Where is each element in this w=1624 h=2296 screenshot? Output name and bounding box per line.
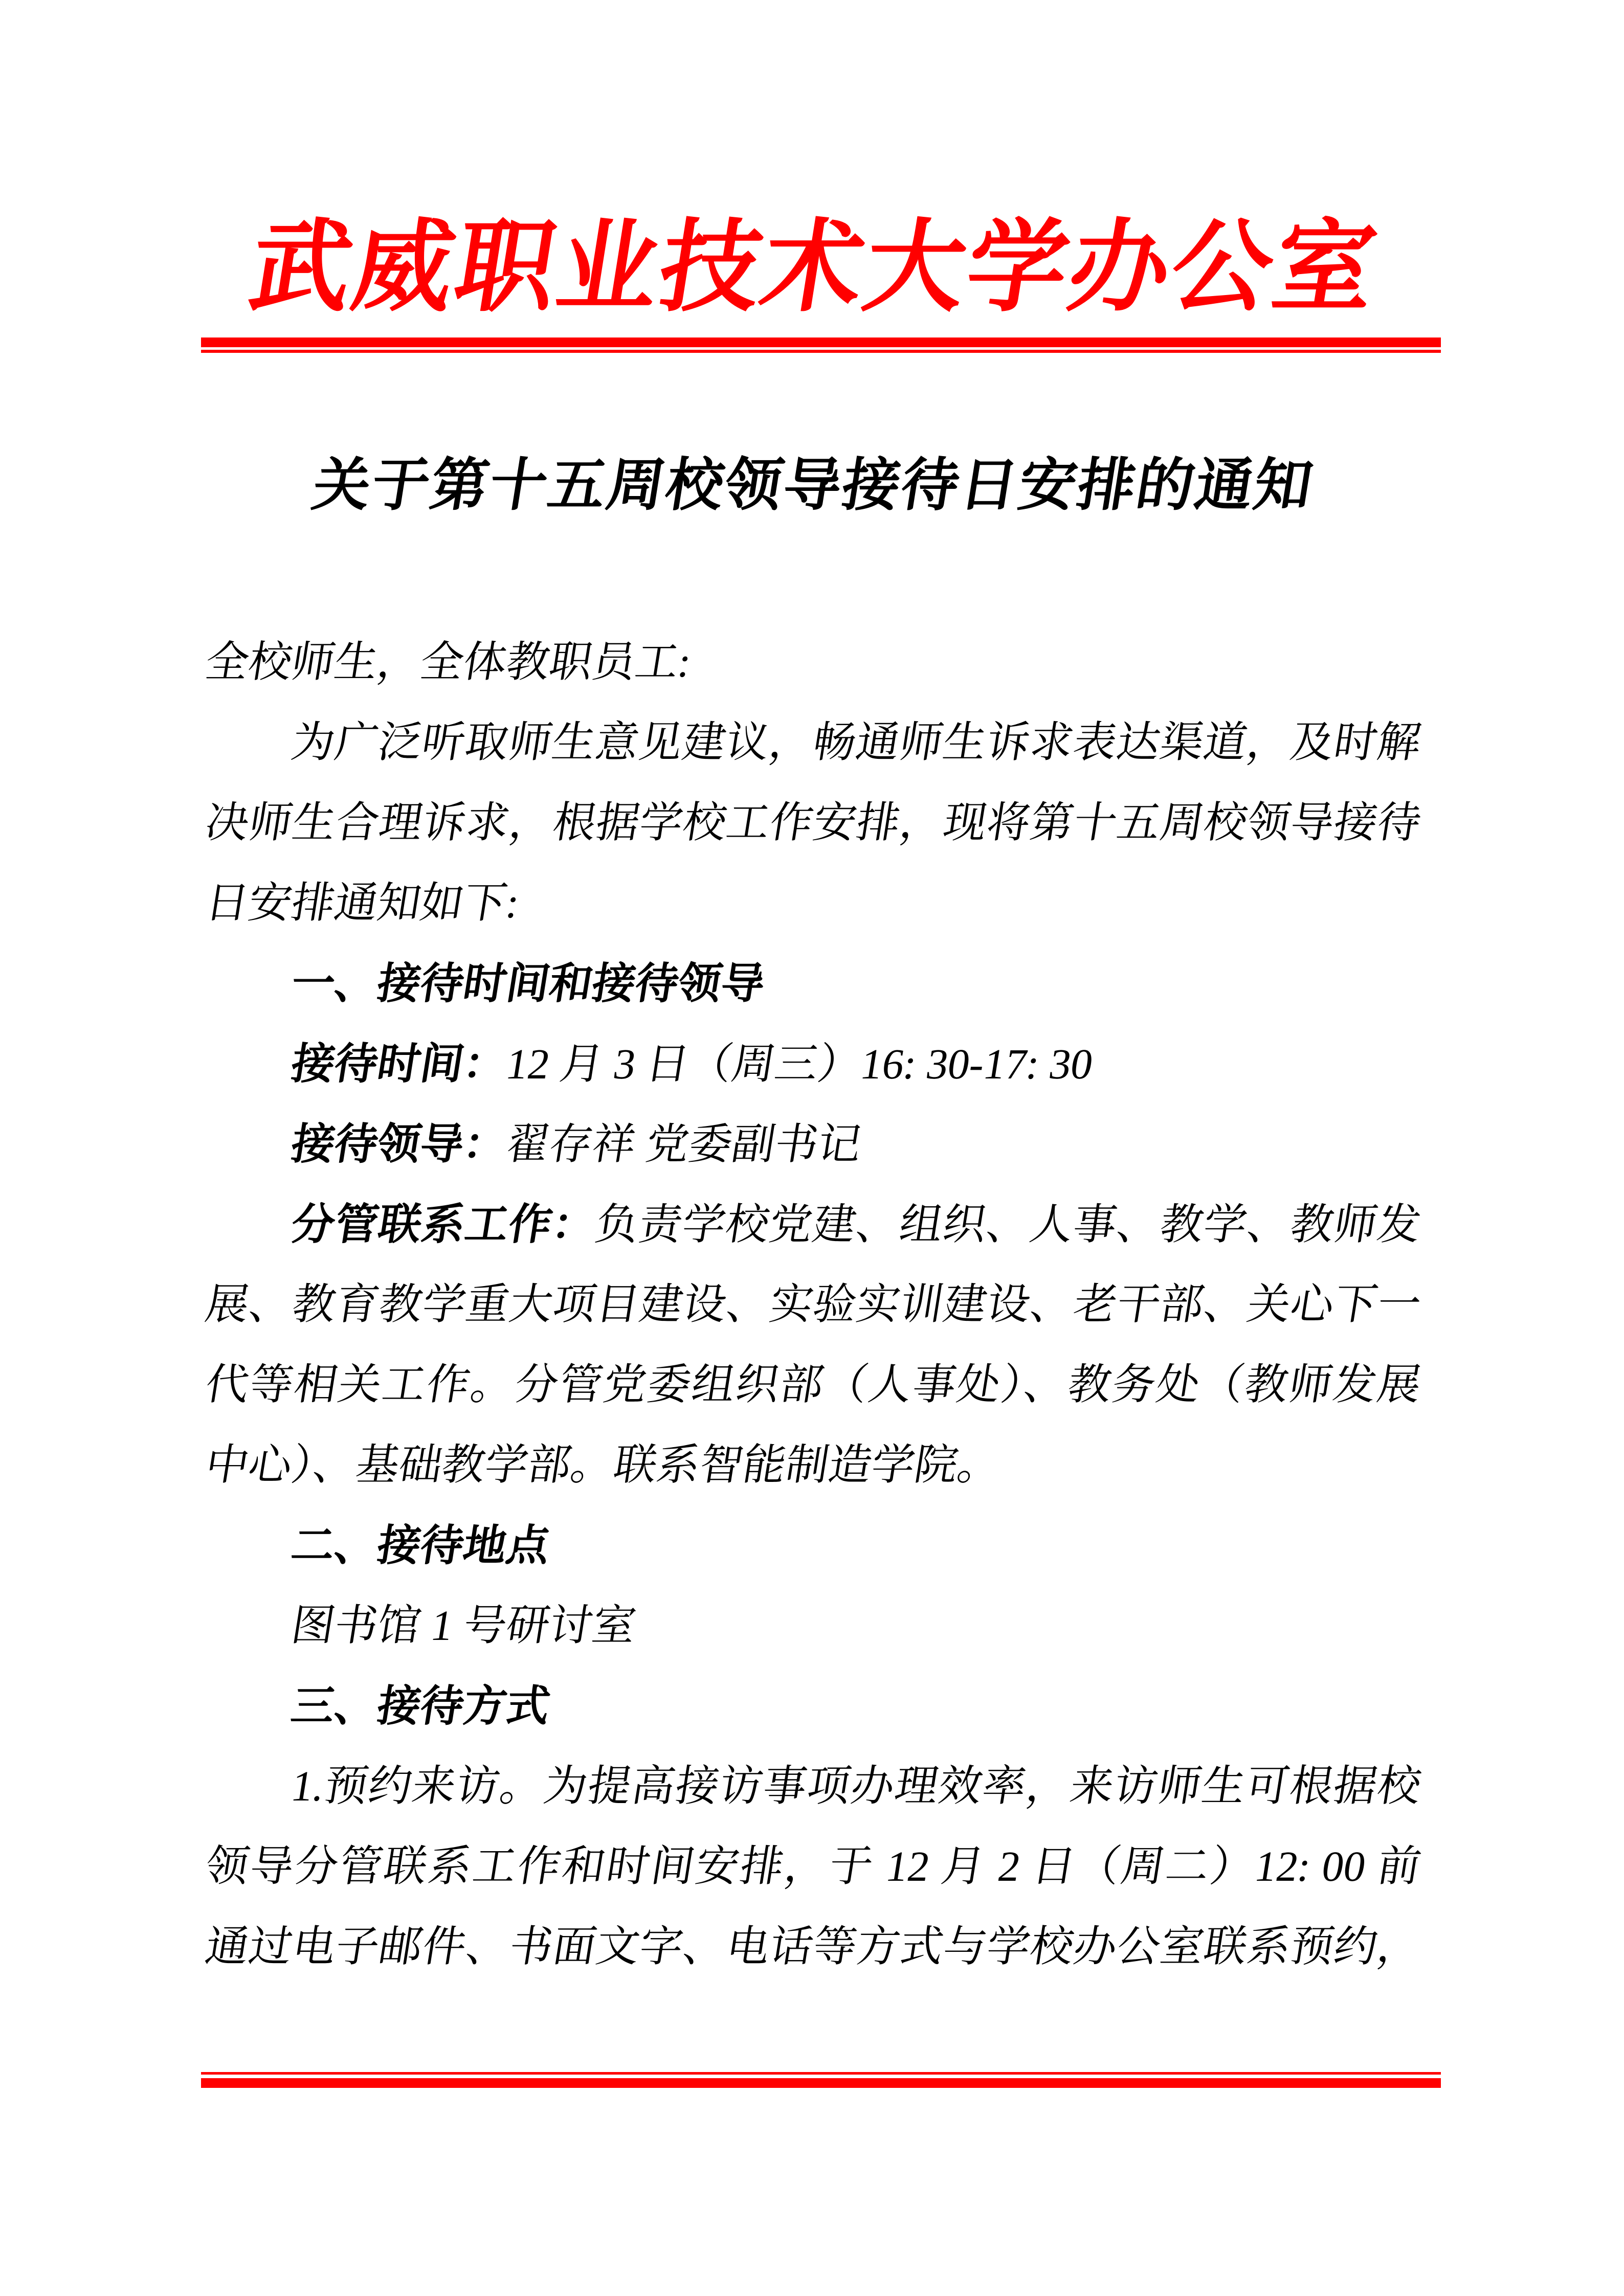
labeled-line-reception-time	[199, 1024, 1427, 1104]
bottom-separator-thick-line	[201, 2078, 1441, 2088]
body-line: 展、教育教学重大项目建设、实验实训建设、老干部、关心下一	[202, 1281, 1425, 1329]
org-header-title: 武威职业技术大学办公室	[242, 213, 1386, 324]
salutation-line: 全校师生，全体教职员工:	[202, 639, 695, 686]
line-text: 翟存祥 党委副书记	[502, 1121, 865, 1168]
line-label: 接待领导：	[288, 1120, 511, 1168]
section-heading-1: 一、接待时间和接待领导	[288, 959, 769, 1007]
body-line: 1.预约来访。为提高接访事项办理效率，来访师生可根据校	[288, 1763, 1425, 1810]
line-label: 分管联系工作：	[288, 1200, 600, 1248]
body-line: 日安排通知如下:	[202, 880, 523, 927]
labeled-line-reception-leader	[199, 1104, 1427, 1184]
body-line: 通过电子邮件、书面文字、电话等方式与学校办公室联系预约，	[202, 1923, 1425, 1971]
body-line: 图书馆 1 号研讨室	[288, 1602, 639, 1650]
labeled-line-duties	[199, 1184, 1427, 1265]
section-heading-2: 二、接待地点	[288, 1521, 554, 1569]
body-line: 领导分管联系工作和时间安排，于 12 月 2 日（周二）12: 00 前	[202, 1843, 1425, 1890]
section-heading-3: 三、接待方式	[288, 1682, 554, 1730]
line-label: 接待时间：	[288, 1040, 511, 1088]
line-text: 负责学校党建、组织、人事、教学、教师发	[592, 1201, 1425, 1249]
body-line: 代等相关工作。分管党委组织部（人事处）、教务处（教师发展	[202, 1361, 1425, 1409]
line-text: 12 月 3 日（周三）16: 30-17: 30	[502, 1041, 1097, 1088]
top-separator-thin-line	[201, 350, 1441, 353]
body-line: 中心）、基础教学部。联系智能制造学院。	[202, 1442, 1005, 1489]
body-line: 决师生合理诉求，根据学校工作安排，现将第十五周校领导接待	[202, 799, 1425, 847]
top-separator-thick-line	[201, 337, 1441, 347]
bottom-separator-thin-line	[201, 2072, 1441, 2075]
body-line: 为广泛听取师生意见建议，畅通师生诉求表达渠道，及时解	[288, 719, 1425, 767]
document-title: 关于第十五周校领导接待日安排的通知	[308, 454, 1319, 517]
